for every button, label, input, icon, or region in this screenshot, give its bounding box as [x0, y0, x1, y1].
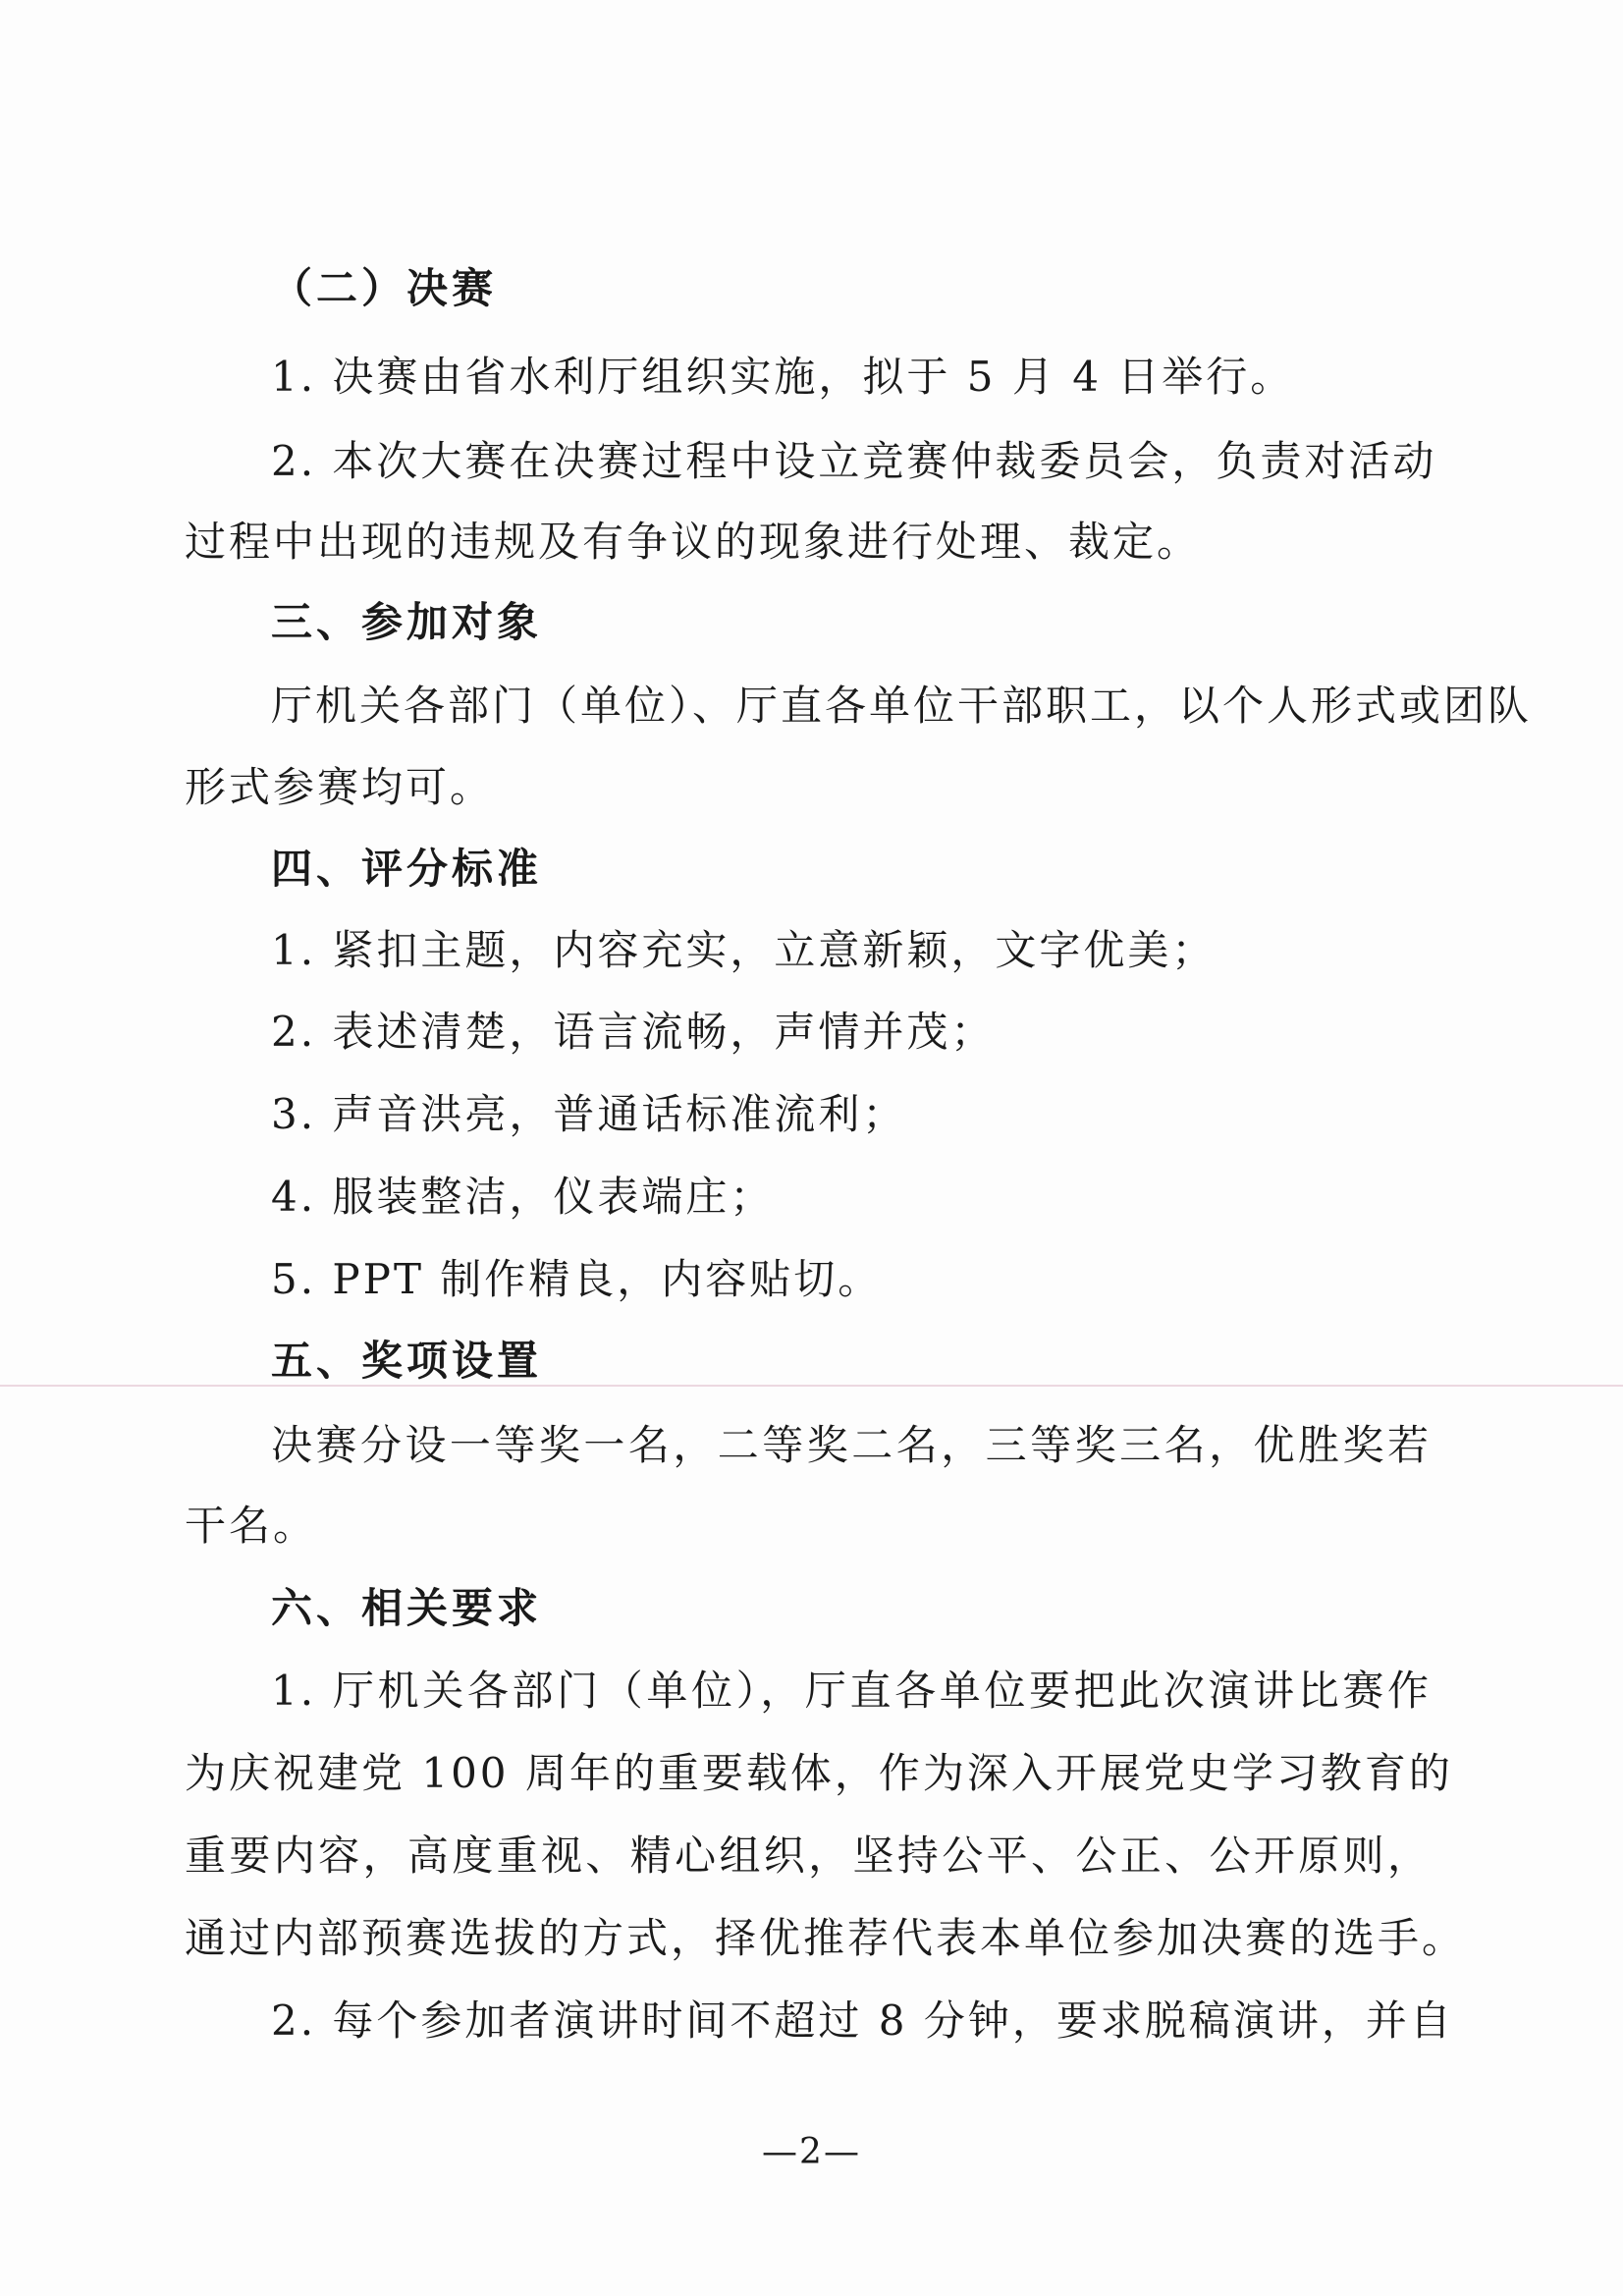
- final-item-2-line-2: 过程中出现的违规及有争议的现象进行处理、裁定。: [185, 518, 1202, 566]
- scoring-item-2: 2. 表述清楚，语言流畅，声情并茂；: [271, 1008, 996, 1056]
- section-participants-heading: 三、参加对象: [271, 598, 543, 646]
- scoring-item-1: 1. 紧扣主题，内容充实，立意新颖，文字优美；: [271, 926, 1217, 974]
- section-final-heading: （二）决赛: [271, 264, 498, 312]
- requirements-item-1-line-2: 为庆祝建党 100 周年的重要载体，作为深入开展党史学习教育的: [185, 1749, 1453, 1797]
- awards-line-2: 干名。: [185, 1502, 318, 1550]
- awards-line-1: 决赛分设一等奖一名，二等奖二名，三等奖三名，优胜奖若: [271, 1421, 1432, 1469]
- section-scoring-heading: 四、评分标准: [271, 845, 543, 893]
- requirements-item-1-line-3: 重要内容，高度重视、精心组织，坚持公平、公正、公开原则，: [185, 1831, 1432, 1880]
- section-awards-heading: 五、奖项设置: [271, 1337, 543, 1385]
- scoring-item-5: 5. PPT 制作精良，内容贴切。: [271, 1255, 883, 1303]
- page-number: —2—: [762, 2132, 861, 2172]
- requirements-item-2-line-1: 2. 每个参加者演讲时间不超过 8 分钟，要求脱稿演讲，并自: [271, 1996, 1454, 2045]
- requirements-item-1-line-1: 1. 厅机关各部门（单位），厅直各单位要把此次演讲比赛作: [271, 1667, 1432, 1715]
- scan-fold-line: [0, 1385, 1623, 1387]
- scoring-item-4: 4. 服装整洁，仪表端庄；: [271, 1173, 775, 1221]
- final-item-2-line-1: 2. 本次大赛在决赛过程中设立竞赛仲裁委员会，负责对活动: [271, 437, 1437, 485]
- participants-line-1: 厅机关各部门（单位）、厅直各单位干部职工，以个人形式或团队: [271, 682, 1533, 730]
- requirements-item-1-line-4: 通过内部预赛选拔的方式，择优推荐代表本单位参加决赛的选手。: [185, 1914, 1467, 1962]
- final-item-1: 1. 决赛由省水利厅组织实施，拟于 5 月 4 日举行。: [271, 353, 1295, 401]
- scoring-item-3: 3. 声音洪亮，普通话标准流利；: [271, 1090, 907, 1138]
- section-requirements-heading: 六、相关要求: [271, 1584, 543, 1632]
- participants-line-2: 形式参赛均可。: [185, 763, 495, 811]
